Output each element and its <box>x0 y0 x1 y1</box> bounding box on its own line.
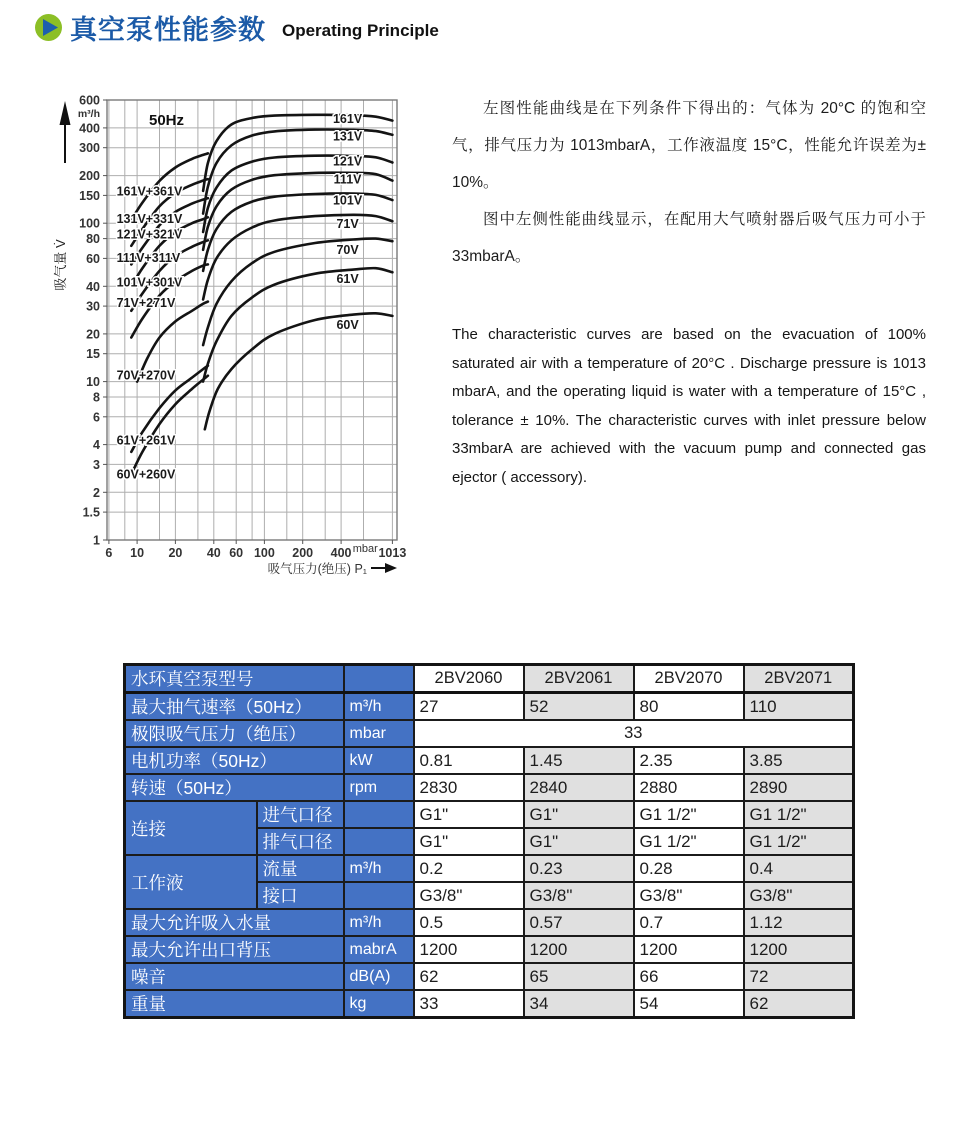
cell-value: 72 <box>744 963 854 990</box>
cell-value: G1 1/2" <box>634 801 744 828</box>
cell-unit <box>344 665 414 693</box>
cell-group-label: 工作液 <box>125 855 257 909</box>
cell-value: 33 <box>414 990 524 1018</box>
cell-value: 2890 <box>744 774 854 801</box>
chart-y-axis-title: 吸气量 V̇ <box>53 239 68 291</box>
cell-label: 极限吸气压力（绝压） <box>125 720 344 747</box>
cell-value: 110 <box>744 693 854 721</box>
cell-value: 2830 <box>414 774 524 801</box>
play-icon <box>35 14 62 41</box>
cell-value: G1 1/2" <box>744 801 854 828</box>
cell-label: 转速（50Hz） <box>125 774 344 801</box>
svg-text:6: 6 <box>105 546 113 560</box>
svg-text:8: 8 <box>93 390 100 405</box>
svg-text:131V+331V: 131V+331V <box>116 212 183 227</box>
svg-text:71V+271V: 71V+271V <box>116 296 176 311</box>
svg-text:15: 15 <box>86 347 100 362</box>
cell-model: 2BV2060 <box>414 665 524 693</box>
cell-value: 2840 <box>524 774 634 801</box>
svg-text:20: 20 <box>168 546 183 560</box>
svg-text:3: 3 <box>93 457 100 472</box>
cell-value: G1" <box>414 828 524 855</box>
svg-text:60: 60 <box>229 546 244 560</box>
cell-value: 2.35 <box>634 747 744 774</box>
cell-label: 电机功率（50Hz） <box>125 747 344 774</box>
svg-text:101V: 101V <box>332 193 363 208</box>
svg-text:400: 400 <box>79 121 100 136</box>
svg-text:600: 600 <box>79 93 100 108</box>
cell-unit: m³/h <box>344 855 414 882</box>
svg-text:60V: 60V <box>336 318 359 332</box>
cell-value: 1200 <box>744 936 854 963</box>
table-row <box>125 936 854 963</box>
svg-text:61V+261V: 61V+261V <box>116 433 176 448</box>
svg-text:100: 100 <box>79 216 100 231</box>
svg-text:m³/h: m³/h <box>77 108 100 120</box>
svg-text:70V: 70V <box>336 242 359 257</box>
description-zh-p2: 图中左侧性能曲线显示，在配用大气喷射器后吸气压力可小于 33mbarA。 <box>452 211 926 265</box>
cell-label: 重量 <box>125 990 344 1018</box>
cell-value: 0.4 <box>744 855 854 882</box>
cell-value: 0.81 <box>414 747 524 774</box>
svg-text:10: 10 <box>86 375 100 390</box>
cell-label: 噪音 <box>125 963 344 990</box>
cell-value: 2880 <box>634 774 744 801</box>
cell-label: 最大允许吸入水量 <box>125 909 344 936</box>
cell-value: 27 <box>414 693 524 721</box>
svg-text:70V+270V: 70V+270V <box>116 368 176 383</box>
cell-value: 0.5 <box>414 909 524 936</box>
cell-value: 80 <box>634 693 744 721</box>
cell-unit <box>344 828 414 855</box>
chart-curve-labels <box>117 112 363 481</box>
cell-value: 3.85 <box>744 747 854 774</box>
cell-unit: kW <box>344 747 414 774</box>
chart-y-ticks <box>78 94 107 548</box>
cell-unit <box>344 801 414 828</box>
table-row <box>125 909 854 936</box>
cell-value: 54 <box>634 990 744 1018</box>
svg-text:2: 2 <box>93 485 100 500</box>
cell-value: 0.7 <box>634 909 744 936</box>
cell-value: G3/8" <box>524 882 634 909</box>
cell-label: 最大允许出口背压 <box>125 936 344 963</box>
table-row <box>125 693 854 721</box>
svg-text:30: 30 <box>86 299 100 314</box>
cell-value: 0.28 <box>634 855 744 882</box>
cell-value: 0.23 <box>524 855 634 882</box>
cell-model: 2BV2061 <box>524 665 634 693</box>
cell-unit: rpm <box>344 774 414 801</box>
cell-value: 65 <box>524 963 634 990</box>
svg-text:400: 400 <box>330 546 352 560</box>
svg-text:1.5: 1.5 <box>82 505 100 520</box>
cell-unit: mabrA <box>344 936 414 963</box>
description-zh-p1: 左图性能曲线是在下列条件下得出的：气体为 20°C 的饱和空气，排气压力为 1013mbarA，工作液温度 15°C，性能允许误差为± 10%。 <box>452 100 926 191</box>
cell-value: 1.45 <box>524 747 634 774</box>
cell-value: 1200 <box>524 936 634 963</box>
curve-101V <box>203 193 392 270</box>
page-title-zh: 真空泵性能参数 <box>70 15 266 45</box>
cell-label: 最大抽气速率（50Hz） <box>125 693 344 721</box>
svg-text:100: 100 <box>253 546 275 560</box>
table-row <box>125 665 854 693</box>
svg-text:111V+311V: 111V+311V <box>116 250 181 265</box>
svg-text:121V: 121V <box>332 154 363 169</box>
cell-group-label: 连接 <box>125 801 257 855</box>
svg-text:121V+321V: 121V+321V <box>116 227 183 242</box>
spec-table <box>123 663 855 1019</box>
chart-x-axis-title: 吸气压力(绝压) P₁ <box>267 562 367 576</box>
svg-text:150: 150 <box>79 188 100 203</box>
cell-value: G1" <box>524 801 634 828</box>
table-row <box>125 720 854 747</box>
svg-text:200: 200 <box>292 546 314 560</box>
cell-sub-label: 接口 <box>257 882 344 909</box>
svg-text:1: 1 <box>93 533 100 548</box>
cell-value: 1200 <box>414 936 524 963</box>
table-row <box>125 747 854 774</box>
cell-sub-label: 流量 <box>257 855 344 882</box>
svg-text:200: 200 <box>79 169 100 184</box>
cell-unit: m³/h <box>344 909 414 936</box>
cell-value: 0.2 <box>414 855 524 882</box>
cell-value: G1 1/2" <box>634 828 744 855</box>
page-title-en: Operating Principle <box>282 20 439 40</box>
cell-unit: kg <box>344 990 414 1018</box>
svg-text:161V: 161V <box>332 112 363 127</box>
cell-model: 2BV2070 <box>634 665 744 693</box>
cell-unit: dB(A) <box>344 963 414 990</box>
svg-text:10: 10 <box>130 546 145 560</box>
cell-value: 1.12 <box>744 909 854 936</box>
svg-text:1013: 1013 <box>378 546 407 560</box>
cell-value: 62 <box>414 963 524 990</box>
svg-text:40: 40 <box>86 279 100 294</box>
svg-text:161V+361V: 161V+361V <box>116 184 183 199</box>
cell-unit: m³/h <box>344 693 414 721</box>
svg-text:60V+260V: 60V+260V <box>116 467 176 482</box>
svg-text:80: 80 <box>86 232 100 247</box>
curve-60V <box>205 313 393 429</box>
table-row <box>125 774 854 801</box>
curve-70V <box>203 239 392 346</box>
cell-value-merged: 33 <box>414 720 854 747</box>
svg-text:300: 300 <box>79 141 100 156</box>
cell-value: G1" <box>414 801 524 828</box>
performance-chart <box>45 85 457 590</box>
description-panel <box>452 90 926 492</box>
cell-unit: mbar <box>344 720 414 747</box>
description-en: The characteristic curves are based on the evacuation of 100% saturated air with a temperature of 20°C . Discharge pressure is 1013 mbarA, and the operating liquid is water with a temperature of 15°C , tolerance ± 10%. The characteristic curves with inlet pressure below 33mbarA are achieved with the vacuum pump and connected gas ejector ( accessory). <box>452 326 926 486</box>
cell-model: 2BV2071 <box>744 665 854 693</box>
chart-freq-label: 50Hz <box>149 112 185 129</box>
svg-text:131V: 131V <box>332 129 363 144</box>
svg-text:71V: 71V <box>336 217 359 232</box>
chart-x-ticks <box>105 540 406 560</box>
cell-value: G1" <box>524 828 634 855</box>
svg-text:60: 60 <box>86 251 100 266</box>
table-row <box>125 855 854 882</box>
cell-value: 52 <box>524 693 634 721</box>
cell-unit <box>344 882 414 909</box>
cell-value: 34 <box>524 990 634 1018</box>
cell-value: 62 <box>744 990 854 1018</box>
cell-value: 66 <box>634 963 744 990</box>
table-row <box>125 990 854 1018</box>
svg-text:111V: 111V <box>333 172 362 187</box>
cell-value: 1200 <box>634 936 744 963</box>
cell-value: G1 1/2" <box>744 828 854 855</box>
cell-label: 水环真空泵型号 <box>125 665 344 693</box>
svg-text:61V: 61V <box>336 271 359 286</box>
svg-text:mbar: mbar <box>352 543 378 555</box>
curve-60V+260V <box>131 376 208 475</box>
chart-curves <box>131 115 392 475</box>
table-row <box>125 963 854 990</box>
cell-sub-label: 排气口径 <box>257 828 344 855</box>
cell-value: G3/8" <box>414 882 524 909</box>
page-header <box>35 8 439 47</box>
cell-value: G3/8" <box>744 882 854 909</box>
cell-value: 0.57 <box>524 909 634 936</box>
svg-text:4: 4 <box>93 438 100 453</box>
svg-text:6: 6 <box>93 410 100 425</box>
svg-text:101V+301V: 101V+301V <box>116 275 183 290</box>
svg-text:20: 20 <box>86 327 100 342</box>
cell-sub-label: 进气口径 <box>257 801 344 828</box>
svg-text:40: 40 <box>206 546 221 560</box>
cell-value: G3/8" <box>634 882 744 909</box>
curve-161V <box>203 115 392 191</box>
table-row <box>125 801 854 828</box>
